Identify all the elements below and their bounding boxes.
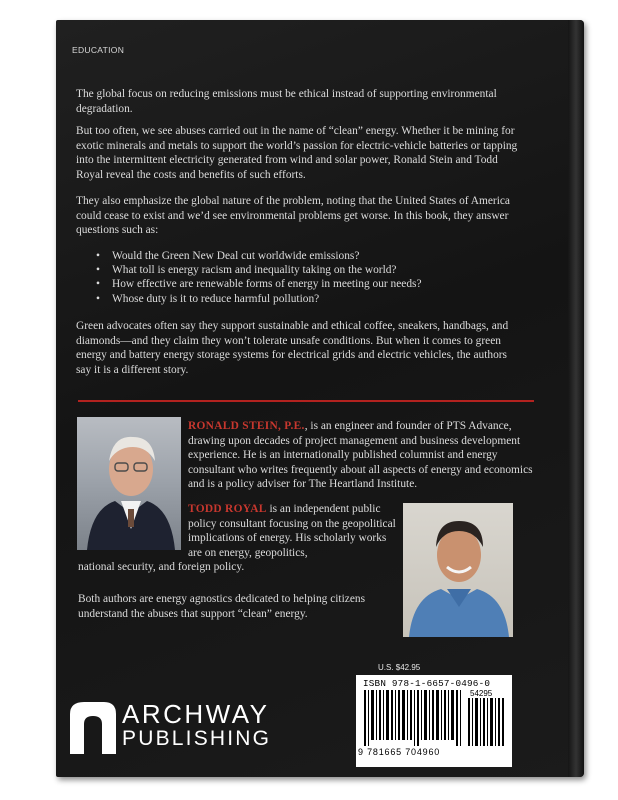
closing-paragraph: Both authors are energy agnostics dedicated to helping citizens understand the abuses that support “clean” energy. — [78, 593, 366, 620]
barcode — [356, 675, 512, 767]
archway-arch-icon — [70, 702, 116, 754]
barcode-digits: 9 781665 704960 — [358, 747, 441, 757]
ronald-stein-bio: RONALD STEIN, P.E., is an engineer and founder of PTS Advance, drawing upon decades of project management and business development experience. He is an internationally published columnist and energy consultant who writes frequently about all aspects of energy and economics and is a policy adviser for The Heartland Institute. — [188, 420, 533, 491]
todd-royal-bio-continued: national security, and foreign policy. — [78, 561, 245, 573]
barcode-bars — [364, 690, 506, 746]
category-label: EDUCATION — [72, 45, 125, 55]
global-nature-paragraph: They also emphasize the global nature of the problem, noting that the United States of America could cease to exist and we’d see environmental problems get worse. In this book, they answer questions such as: — [76, 195, 510, 237]
book-edge — [568, 20, 584, 777]
intro-paragraph: The global focus on reducing emissions must be ethical instead of supporting environmental degradation. — [76, 88, 497, 115]
list-item: • How effective are renewable forms of energy in meeting our needs? — [96, 278, 422, 291]
todd-royal-photo — [403, 503, 513, 637]
green-advocates-paragraph: Green advocates often say they support sustainable and ethical coffee, sneakers, handbags, and diamonds—and they claim they won’t tolerate unsafe conditions. But when it comes to green energy and battery energy storage systems for electrical grids and electric vehicles, the authors say it is a different story. — [76, 320, 509, 376]
todd-royal-bio: TODD ROYAL is an independent public policy consultant focusing on the geopolitical implications of energy. His scholarly works are on energy, geopolitics, — [188, 503, 396, 559]
book-back-cover — [56, 20, 584, 777]
bullet-icon: • — [96, 278, 100, 291]
price-code: 54295 — [470, 690, 493, 698]
bullet-icon: • — [96, 292, 100, 305]
author-name: TODD ROYAL — [188, 503, 267, 515]
publisher-logo — [70, 700, 320, 756]
author-name: RONALD STEIN — [188, 420, 278, 432]
ronald-stein-photo — [77, 417, 181, 550]
bullet-icon: • — [96, 250, 100, 262]
section-divider — [78, 400, 534, 402]
questions-list — [96, 249, 516, 306]
list-item: • Whose duty is it to reduce harmful pollution? — [96, 292, 320, 305]
publisher-name-line1: ARCHWAY — [122, 699, 270, 729]
author-credential: , P.E. — [278, 420, 305, 432]
price-label: U.S. $42.95 — [378, 663, 421, 672]
abuses-paragraph: But too often, we see abuses carried out in the name of “clean” energy. Whether it be mining for exotic minerals and metals to support the world’s passion for electric-vehicle batteries or tapping into the intermittent electricity generated from wind and solar power, Ronald Stein and Todd Royal reveal the costs and benefits of such efforts. — [76, 125, 518, 181]
isbn-text: ISBN 978-1-6657-0496-0 — [363, 678, 491, 689]
list-item: • Would the Green New Deal cut worldwide emissions? — [96, 250, 360, 262]
bullet-icon: • — [96, 264, 100, 277]
publisher-name-line2: PUBLISHING — [122, 727, 272, 750]
list-item: • What toll is energy racism and inequality taking on the world? — [96, 264, 397, 277]
